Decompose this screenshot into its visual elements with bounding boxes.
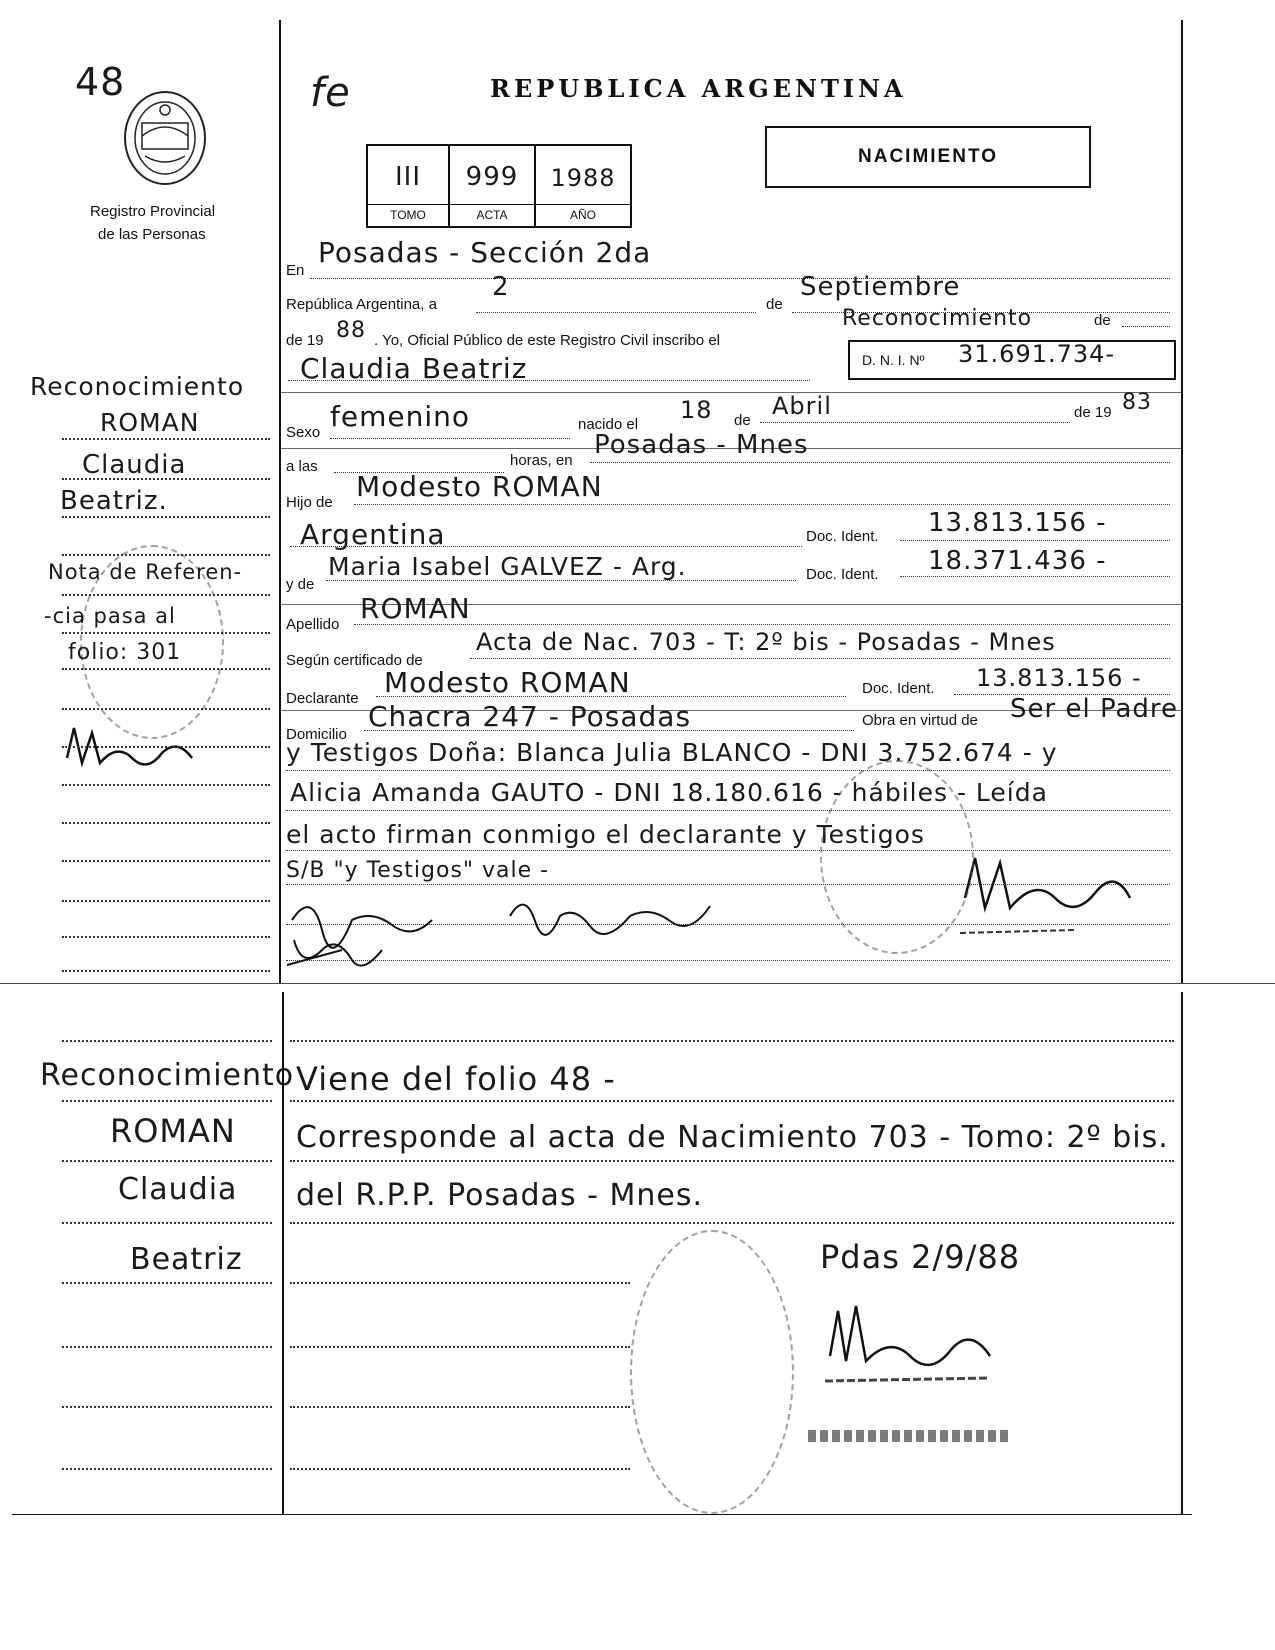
lower-bottom-line <box>12 1514 1192 1515</box>
value-padre-nac: Argentina <box>300 518 446 551</box>
value-madre-doc: 18.371.436 - <box>928 546 1107 576</box>
signature-oficial <box>955 838 1155 948</box>
label-declarante: Declarante <box>286 690 359 707</box>
lower-text2: Corresponde al acta de Nacimiento 703 - Tomo: 2º bis. <box>296 1120 1169 1155</box>
lower-title: Reconocimiento <box>40 1058 295 1093</box>
label-de-19b: de 19 <box>1074 404 1112 421</box>
folio-number: 48 <box>75 60 126 104</box>
value-domicilio: Chacra 247 - Posadas <box>368 700 692 733</box>
margin-n3: folio: 301 <box>68 640 182 665</box>
value-padre: Modesto ROMAN <box>356 470 603 503</box>
doc-type-box <box>765 126 1091 188</box>
tomo-value: III <box>394 162 421 192</box>
dni-box <box>848 340 1176 380</box>
label-obra: Obra en virtud de <box>862 712 978 729</box>
value-sexo: femenino <box>330 400 470 433</box>
label-dni: D. N. I. Nº <box>862 352 925 368</box>
label-en: En <box>286 262 305 279</box>
margin-l1: ROMAN <box>100 408 200 437</box>
lower-date: Pdas 2/9/88 <box>820 1238 1021 1276</box>
record-box <box>366 144 632 228</box>
doc-type: NACIMIENTO <box>858 146 998 167</box>
value-testigos3: el acto firman conmigo el declarante y Testigos <box>286 820 925 849</box>
value-testigos2: Alicia Amanda GAUTO - DNI 18.180.616 - hábiles - Leída <box>290 778 1048 807</box>
label-de: de <box>766 296 783 313</box>
label-a-las: a las <box>286 458 318 475</box>
acta-label: ACTA <box>476 208 508 222</box>
signature-declarante <box>282 880 452 980</box>
value-certificado: Acta de Nac. 703 - T: 2º bis - Posadas - Mnes <box>476 628 1056 656</box>
value-obra: Ser el Padre <box>1010 694 1178 724</box>
label-y-de: y de <box>286 576 315 593</box>
label-nacido-el: nacido el <box>578 416 639 433</box>
lower-text1: Viene del folio 48 - <box>296 1060 616 1098</box>
page-split <box>0 983 1275 984</box>
value-apellido: ROMAN <box>360 592 471 625</box>
value-madre: Maria Isabel GALVEZ - Arg. <box>328 552 687 581</box>
registry-line2: de las Personas <box>98 226 206 243</box>
registry-line1: Registro Provincial <box>90 203 216 220</box>
label-apellido: Apellido <box>286 616 340 633</box>
value-lugar-nac: Posadas - Mnes <box>594 430 809 460</box>
value-nac-mes: Abril <box>772 392 832 420</box>
label-doc-ident-declarante: Doc. Ident. <box>862 680 935 697</box>
margin-n1: Nota de Referen- <box>48 560 243 584</box>
label-de-19: de 19 <box>286 332 324 349</box>
label-horas-en: horas, en <box>510 452 573 469</box>
lower-l1: ROMAN <box>110 1112 236 1150</box>
lower-official-stamp-icon <box>630 1230 794 1514</box>
label-yo-oficial: . Yo, Oficial Público de este Registro Civil inscribo el <box>374 332 720 349</box>
value-nac-dia: 18 <box>680 396 713 424</box>
value-nac-anio: 83 <box>1122 390 1152 415</box>
coat-of-arms-icon <box>120 88 210 188</box>
signature-margin <box>62 718 202 778</box>
margin-divider <box>279 20 281 983</box>
value-nombre: Claudia Beatriz <box>300 352 528 385</box>
lower-text3: del R.P.P. Posadas - Mnes. <box>296 1178 703 1213</box>
label-sexo: Sexo <box>286 424 321 441</box>
signature-lower <box>820 1296 1020 1386</box>
lower-l2: Claudia <box>118 1172 238 1207</box>
country-title: REPUBLICA ARGENTINA <box>490 74 907 103</box>
acta-value: 999 <box>465 162 519 192</box>
value-padre-doc: 13.813.156 - <box>928 508 1107 538</box>
value-acto: Reconocimiento <box>842 306 1033 331</box>
label-doc-ident-madre: Doc. Ident. <box>806 566 879 583</box>
value-anio: 88 <box>336 318 366 343</box>
value-declarante-doc: 13.813.156 - <box>976 664 1142 692</box>
label-republica: República Argentina, a <box>286 296 437 313</box>
value-dni: 31.691.734- <box>958 340 1116 368</box>
label-segun: Según certificado de <box>286 652 423 669</box>
margin-n2: -cia pasa al <box>44 604 176 628</box>
corner-mark: fe <box>310 70 351 116</box>
anio-value: 1988 <box>550 164 616 192</box>
anio-label: AÑO <box>569 208 596 222</box>
margin-l3: Beatriz. <box>60 486 168 516</box>
label-de-mid: de <box>734 412 751 429</box>
value-declarante: Modesto ROMAN <box>384 666 631 699</box>
official-stamp-icon <box>820 760 974 954</box>
lower-l3: Beatriz <box>130 1242 243 1277</box>
value-dia: 2 <box>492 272 510 302</box>
margin-title: Reconocimiento <box>30 372 245 401</box>
lower-right-border <box>1181 992 1183 1514</box>
tomo-label: TOMO <box>390 208 426 222</box>
signature-testigo <box>500 886 720 946</box>
value-testigos4: S/B "y Testigos" vale - <box>286 858 550 883</box>
value-testigos1: y Testigos Doña: Blanca Julia BLANCO - DNI 3.752.674 - y <box>286 738 1058 767</box>
lower-stamp-text-icon <box>808 1430 1008 1442</box>
value-mes: Septiembre <box>800 272 961 302</box>
value-lugar: Posadas - Sección 2da <box>318 236 652 269</box>
label-doc-ident-padre: Doc. Ident. <box>806 528 879 545</box>
label-domicilio: Domicilio <box>286 726 347 743</box>
label-de-end: de <box>1094 312 1111 329</box>
margin-l2: Claudia <box>82 450 187 480</box>
right-border <box>1181 20 1183 983</box>
label-hijo-de: Hijo de <box>286 494 333 511</box>
